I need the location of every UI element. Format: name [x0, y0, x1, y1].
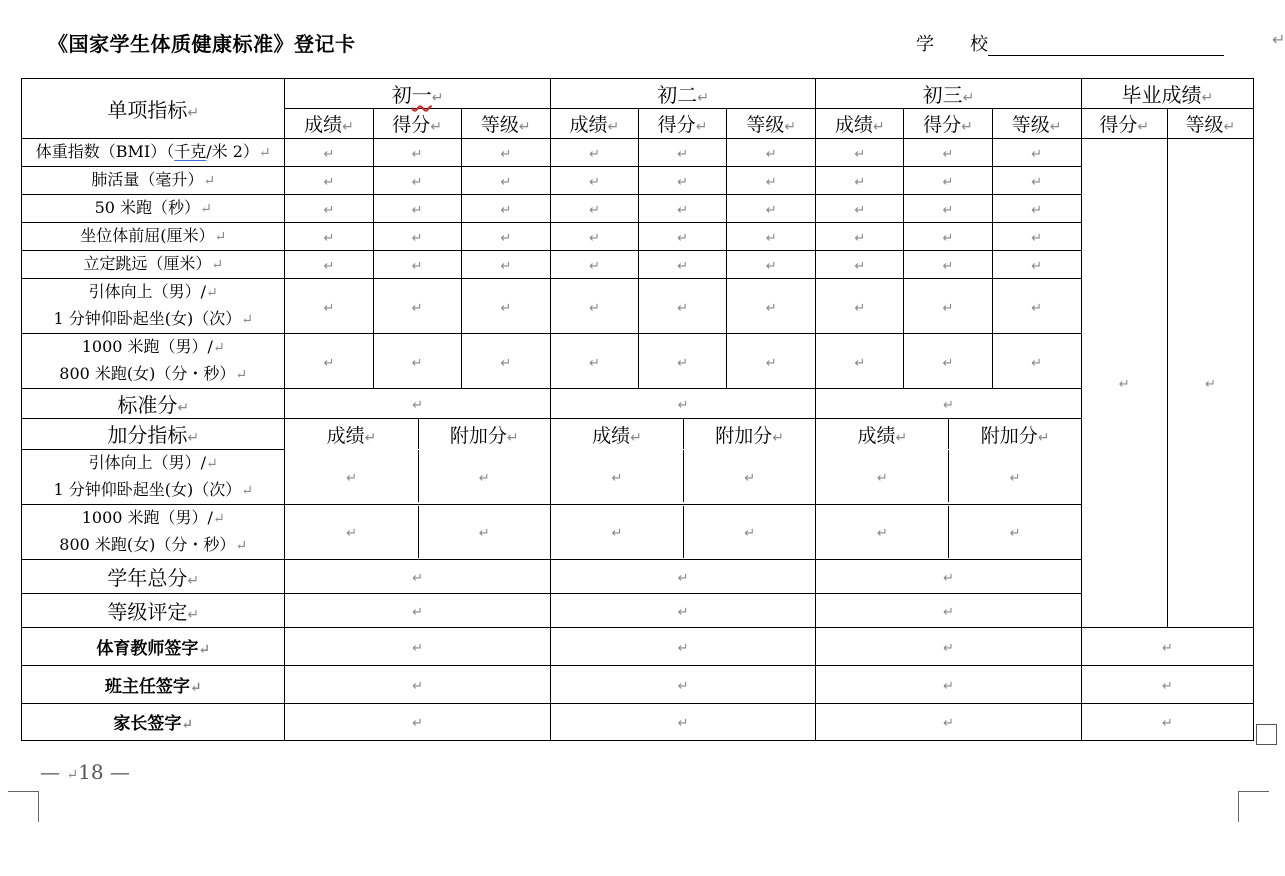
paragraph-mark-icon: ↵: [411, 355, 423, 371]
graduation-points-header: 得分↵: [1081, 109, 1167, 139]
grade1-score-header: 成绩↵: [285, 109, 373, 139]
data-cell[interactable]: [461, 334, 550, 389]
data-cell[interactable]: [727, 223, 816, 251]
item-label-endurance-run: 1000 米跑（男）/↵ 800 米跑(女)（分・秒）↵: [22, 334, 285, 389]
data-cell[interactable]: [550, 334, 638, 389]
paragraph-mark-icon: ↵: [677, 570, 689, 586]
data-cell[interactable]: [684, 506, 816, 558]
standard-score-cell[interactable]: [816, 389, 1081, 419]
bonus-header-group: [816, 419, 1081, 450]
paragraph-mark-icon: ↵: [588, 203, 600, 218]
paragraph-mark-icon: ↵: [1031, 175, 1043, 190]
paragraph-mark-icon: ↵: [323, 259, 335, 274]
paragraph-mark-icon: ↵: [854, 231, 866, 246]
data-cell[interactable]: [816, 223, 904, 251]
grade2-level-header: 等级↵: [727, 109, 816, 139]
data-cell[interactable]: [461, 223, 550, 251]
level-rating-label: 等级评定↵: [22, 593, 285, 627]
data-cell[interactable]: [373, 223, 461, 251]
data-cell[interactable]: [727, 167, 816, 195]
page-corner-mark: [1238, 791, 1269, 822]
data-cell[interactable]: [816, 195, 904, 223]
paragraph-mark-icon: ↵: [500, 231, 512, 246]
paragraph-mark-icon: ↵: [765, 355, 777, 371]
paragraph-mark-icon: ↵: [1031, 147, 1043, 162]
data-cell[interactable]: [992, 223, 1081, 251]
bonus-score-header: 成绩↵: [285, 419, 418, 449]
data-cell[interactable]: [949, 506, 1081, 558]
paragraph-mark-icon: ↵: [478, 526, 490, 541]
data-cell[interactable]: [727, 334, 816, 389]
data-cell[interactable]: [949, 450, 1081, 502]
paragraph-mark-icon: ↵: [854, 355, 866, 371]
total-score-cell[interactable]: [285, 559, 550, 593]
bonus-cell-group: [816, 504, 1081, 559]
data-cell[interactable]: [638, 279, 726, 334]
bonus-label-pullup-situp: 引体向上（男）/↵ 1 分钟仰卧起坐(女)（次）↵: [22, 449, 285, 504]
signature-cell[interactable]: [550, 627, 815, 665]
data-cell[interactable]: [904, 223, 992, 251]
data-cell[interactable]: [904, 139, 992, 167]
data-cell[interactable]: [727, 279, 816, 334]
item-label-long-jump: 立定跳远（厘米）↵: [22, 251, 285, 279]
data-cell[interactable]: [418, 506, 550, 558]
page-title: 《国家学生体质健康标准》登记卡: [48, 32, 356, 56]
data-cell[interactable]: [285, 450, 418, 502]
paragraph-mark-icon: ↵: [677, 678, 689, 694]
data-cell[interactable]: [550, 167, 638, 195]
data-cell[interactable]: [904, 195, 992, 223]
data-cell[interactable]: [550, 223, 638, 251]
data-cell[interactable]: [992, 195, 1081, 223]
graduation-points-cell[interactable]: [1081, 139, 1167, 628]
data-cell[interactable]: [816, 279, 904, 334]
signature-cell[interactable]: [285, 627, 550, 665]
data-cell[interactable]: [727, 251, 816, 279]
paragraph-mark-icon: ↵: [677, 604, 689, 620]
paragraph-mark-icon: ↵: [943, 640, 954, 656]
data-cell[interactable]: [461, 195, 550, 223]
total-score-cell[interactable]: [816, 559, 1081, 593]
paragraph-mark-icon: ↵: [942, 300, 954, 316]
paragraph-mark-icon: ↵: [942, 147, 954, 162]
item-label-bmi: 体重指数（BMI）（千克/米 2）↵: [22, 139, 285, 167]
paragraph-mark-icon: ↵: [765, 259, 777, 274]
paragraph-mark-icon: ↵: [1161, 716, 1173, 731]
paragraph-mark-icon: ↵: [323, 355, 335, 371]
paragraph-mark-icon: ↵: [588, 300, 600, 316]
data-cell[interactable]: [816, 334, 904, 389]
paragraph-mark-icon: ↵: [412, 716, 424, 731]
paragraph-mark-icon: ↵: [1031, 355, 1043, 371]
paragraph-mark-icon: ↵: [744, 526, 756, 541]
signature-cell[interactable]: [1081, 703, 1253, 740]
paragraph-mark-icon: ↵: [677, 147, 688, 162]
paragraph-mark-icon: ↵: [943, 398, 954, 413]
data-cell[interactable]: [551, 506, 684, 558]
data-cell[interactable]: [816, 139, 904, 167]
data-cell[interactable]: [727, 139, 816, 167]
school-field: [916, 30, 1224, 56]
grade3-level-header: 等级↵: [992, 109, 1081, 139]
data-cell[interactable]: [904, 251, 992, 279]
data-cell[interactable]: [461, 251, 550, 279]
paragraph-mark-icon: ↵: [765, 203, 777, 218]
school-input-line[interactable]: [988, 37, 1224, 56]
paragraph-mark-icon: ↵: [876, 470, 888, 486]
data-cell[interactable]: [638, 167, 726, 195]
paragraph-mark-icon: ↵: [411, 259, 423, 274]
signature-cell[interactable]: [285, 665, 550, 703]
paragraph-mark-icon: ↵: [323, 175, 335, 190]
data-cell[interactable]: [992, 251, 1081, 279]
paragraph-mark-icon: ↵: [1204, 377, 1216, 393]
registration-table: [21, 78, 1254, 741]
paragraph-mark-icon: ↵: [411, 175, 423, 190]
data-cell[interactable]: [816, 167, 904, 195]
paragraph-mark-icon: ↵: [500, 300, 512, 316]
data-cell[interactable]: [904, 279, 992, 334]
signature-cell[interactable]: [816, 665, 1081, 703]
data-cell[interactable]: [461, 279, 550, 334]
paragraph-mark-icon: ↵: [1009, 526, 1021, 541]
bonus-cell-group: [550, 504, 815, 559]
paragraph-mark-icon: ↵: [942, 175, 954, 190]
data-cell[interactable]: [285, 223, 373, 251]
data-cell[interactable]: [638, 251, 726, 279]
total-score-cell[interactable]: [550, 559, 815, 593]
bonus-cell-group: [816, 449, 1081, 504]
data-cell[interactable]: [418, 450, 550, 502]
table-resize-handle[interactable]: [1256, 724, 1277, 745]
grade-2-header: 初二↵: [550, 79, 815, 109]
paragraph-mark-icon: ↵: [943, 604, 954, 620]
paragraph-mark-icon: ↵: [588, 147, 600, 162]
data-cell[interactable]: [285, 506, 418, 558]
paragraph-mark-icon: ↵: [765, 300, 777, 316]
paragraph-mark-icon: ↵: [854, 300, 866, 316]
paragraph-mark-icon: ↵: [412, 604, 424, 620]
item-label-lung-capacity: 肺活量（毫升）↵: [22, 167, 285, 195]
paragraph-mark-icon: ↵: [1031, 300, 1043, 316]
signature-cell[interactable]: [1081, 627, 1253, 665]
data-cell[interactable]: [550, 251, 638, 279]
level-rating-cell[interactable]: [816, 593, 1081, 627]
school-label-1: 学: [916, 34, 934, 55]
paragraph-mark-icon: ↵: [1161, 678, 1173, 694]
bonus-cell-group: [285, 504, 550, 559]
signature-cell[interactable]: [1081, 665, 1253, 703]
paragraph-mark-icon: ↵: [588, 355, 600, 371]
paragraph-mark-icon: ↵: [677, 175, 688, 190]
data-cell[interactable]: [992, 334, 1081, 389]
signature-cell[interactable]: [816, 627, 1081, 665]
data-cell[interactable]: [373, 334, 461, 389]
paragraph-mark-icon: ↵: [677, 300, 688, 316]
data-cell[interactable]: [373, 167, 461, 195]
grade1-level-header: 等级↵: [461, 109, 550, 139]
paragraph-mark-icon: ↵: [677, 398, 689, 413]
grade3-points-header: 得分↵: [904, 109, 992, 139]
grade1-points-header: 得分↵: [373, 109, 461, 139]
paragraph-mark-icon: ↵: [854, 259, 866, 274]
bonus-score-header: 成绩↵: [816, 419, 949, 449]
paragraph-mark-icon: ↵: [1031, 231, 1043, 246]
paragraph-mark-icon: ↵: [1009, 470, 1021, 486]
data-cell[interactable]: [285, 279, 373, 334]
bonus-indicator-label: 加分指标↵: [22, 419, 285, 450]
data-cell[interactable]: [727, 195, 816, 223]
signature-cell[interactable]: [550, 703, 815, 740]
bonus-label-endurance-run: 1000 米跑（男）/↵ 800 米跑(女)（分・秒）↵: [22, 504, 285, 559]
paragraph-mark-icon: ↵: [677, 355, 688, 371]
paragraph-mark-icon: ↵: [942, 203, 954, 218]
paragraph-mark-icon: ↵: [677, 231, 688, 246]
data-cell[interactable]: [461, 167, 550, 195]
paragraph-mark-icon: ↵: [942, 355, 954, 371]
paragraph-mark-icon: ↵: [677, 259, 688, 274]
paragraph-mark-icon: ↵: [854, 147, 866, 162]
paragraph-mark-icon: ↵: [412, 678, 424, 694]
paragraph-mark-icon: ↵: [854, 175, 866, 190]
indicator-header: 单项指标↵: [22, 79, 285, 139]
paragraph-mark-icon: ↵: [411, 300, 423, 316]
paragraph-mark-icon: ↵: [588, 259, 600, 274]
paragraph-mark-icon: ↵: [500, 355, 512, 371]
paragraph-mark-icon: ↵: [412, 640, 424, 656]
signature-cell[interactable]: [550, 665, 815, 703]
standard-score-label: 标准分↵: [22, 389, 285, 419]
paragraph-mark-icon: ↵: [942, 231, 954, 246]
paragraph-mark-icon: ↵: [412, 570, 424, 586]
data-cell[interactable]: [638, 139, 726, 167]
grade3-score-header: 成绩↵: [816, 109, 904, 139]
page-corner-mark: [8, 791, 39, 822]
paragraph-mark-icon: ↵: [500, 147, 512, 162]
total-score-label: 学年总分↵: [22, 559, 285, 593]
paragraph-mark-icon: ↵: [1031, 203, 1043, 218]
paragraph-mark-icon: ↵: [588, 231, 600, 246]
level-rating-cell[interactable]: [285, 593, 550, 627]
data-cell[interactable]: [816, 251, 904, 279]
paragraph-mark-icon: ↵: [942, 259, 954, 274]
data-cell[interactable]: [285, 139, 373, 167]
bonus-cell-group: [550, 449, 815, 504]
level-rating-cell[interactable]: [550, 593, 815, 627]
paragraph-mark-icon: ↵: [744, 470, 756, 486]
data-cell[interactable]: [904, 334, 992, 389]
graduation-level-header: 等级↵: [1167, 109, 1253, 139]
paragraph-mark-icon: ↵: [412, 398, 424, 413]
paragraph-mark-icon: ↵: [677, 716, 689, 731]
signature-cell[interactable]: [285, 703, 550, 740]
bonus-cell-group: [285, 449, 550, 504]
standard-score-cell[interactable]: [285, 389, 550, 419]
bonus-extra-header: 附加分↵: [715, 424, 785, 447]
data-cell[interactable]: [550, 139, 638, 167]
paragraph-mark-icon: ↵: [765, 175, 777, 190]
data-cell[interactable]: [550, 279, 638, 334]
paragraph-mark-icon: ↵: [611, 470, 623, 486]
paragraph-mark-icon: ↵: [765, 147, 777, 162]
paragraph-mark-icon: ↵: [1161, 640, 1173, 656]
paragraph-mark-icon: ↵: [411, 231, 423, 246]
data-cell[interactable]: [638, 223, 726, 251]
paragraph-mark-icon: ↵: [765, 231, 777, 246]
data-cell[interactable]: [551, 450, 684, 502]
data-cell[interactable]: [992, 167, 1081, 195]
standard-score-cell[interactable]: [550, 389, 815, 419]
data-cell[interactable]: [373, 251, 461, 279]
paragraph-mark-icon: ↵: [411, 203, 423, 218]
data-cell[interactable]: [373, 139, 461, 167]
data-cell[interactable]: [373, 279, 461, 334]
graduation-header: 毕业成绩↵: [1081, 79, 1253, 109]
paragraph-mark-icon: ↵: [1272, 30, 1285, 49]
grade-1-header: 初一↵: [285, 79, 550, 109]
bonus-header-group: [550, 419, 815, 450]
paragraph-mark-icon: ↵: [943, 570, 954, 586]
data-cell[interactable]: [992, 279, 1081, 334]
data-cell[interactable]: [550, 195, 638, 223]
data-cell[interactable]: [285, 251, 373, 279]
bonus-header-group: [285, 419, 550, 450]
page-number: — ↵18 —: [40, 760, 130, 784]
graduation-level-cell[interactable]: [1167, 139, 1253, 628]
paragraph-mark-icon: ↵: [677, 203, 688, 218]
item-label-pullup-situp: 引体向上（男）/↵ 1 分钟仰卧起坐(女)（次）↵: [22, 279, 285, 334]
paragraph-mark-icon: ↵: [611, 526, 623, 541]
paragraph-mark-icon: ↵: [323, 203, 335, 218]
data-cell[interactable]: [684, 450, 816, 502]
data-cell[interactable]: [461, 139, 550, 167]
signature-cell[interactable]: [816, 703, 1081, 740]
item-label-50m-run: 50 米跑（秒）↵: [22, 195, 285, 223]
data-cell[interactable]: [992, 139, 1081, 167]
data-cell[interactable]: [285, 334, 373, 389]
data-cell[interactable]: [904, 167, 992, 195]
data-cell[interactable]: [638, 195, 726, 223]
data-cell[interactable]: [285, 167, 373, 195]
paragraph-mark-icon: ↵: [876, 526, 888, 541]
paragraph-mark-icon: ↵: [346, 526, 357, 541]
paragraph-mark-icon: ↵: [943, 716, 954, 731]
data-cell[interactable]: [285, 195, 373, 223]
paragraph-mark-icon: ↵: [411, 147, 423, 162]
bonus-score-header: 成绩↵: [551, 419, 684, 449]
paragraph-mark-icon: ↵: [500, 175, 512, 190]
paragraph-mark-icon: ↵: [854, 203, 866, 218]
paragraph-mark-icon: ↵: [500, 259, 512, 274]
data-cell[interactable]: [373, 195, 461, 223]
paragraph-mark-icon: ↵: [500, 203, 512, 218]
grade-3-header: 初三↵: [816, 79, 1081, 109]
item-label-sit-and-reach: 坐位体前屈(厘米）↵: [22, 223, 285, 251]
data-cell[interactable]: [816, 450, 949, 502]
paragraph-mark-icon: ↵: [323, 300, 335, 316]
bonus-extra-header: 附加分↵: [449, 424, 519, 447]
head-teacher-signature-label: 班主任签字↵: [22, 665, 285, 703]
data-cell[interactable]: [816, 506, 949, 558]
paragraph-mark-icon: ↵: [1118, 377, 1130, 393]
paragraph-mark-icon: ↵: [588, 175, 600, 190]
paragraph-mark-icon: ↵: [323, 231, 335, 246]
paragraph-mark-icon: ↵: [346, 470, 357, 486]
paragraph-mark-icon: ↵: [1031, 259, 1043, 274]
paragraph-mark-icon: ↵: [323, 147, 335, 162]
parent-signature-label: 家长签字↵: [22, 703, 285, 740]
grade2-points-header: 得分↵: [638, 109, 726, 139]
school-label-2: 校: [970, 34, 988, 55]
paragraph-mark-icon: ↵: [943, 678, 954, 694]
pe-teacher-signature-label: 体育教师签字↵: [22, 627, 285, 665]
data-cell[interactable]: [638, 334, 726, 389]
paragraph-mark-icon: ↵: [478, 470, 490, 486]
grade2-score-header: 成绩↵: [550, 109, 638, 139]
bonus-extra-header: 附加分↵: [980, 424, 1050, 447]
paragraph-mark-icon: ↵: [677, 640, 689, 656]
